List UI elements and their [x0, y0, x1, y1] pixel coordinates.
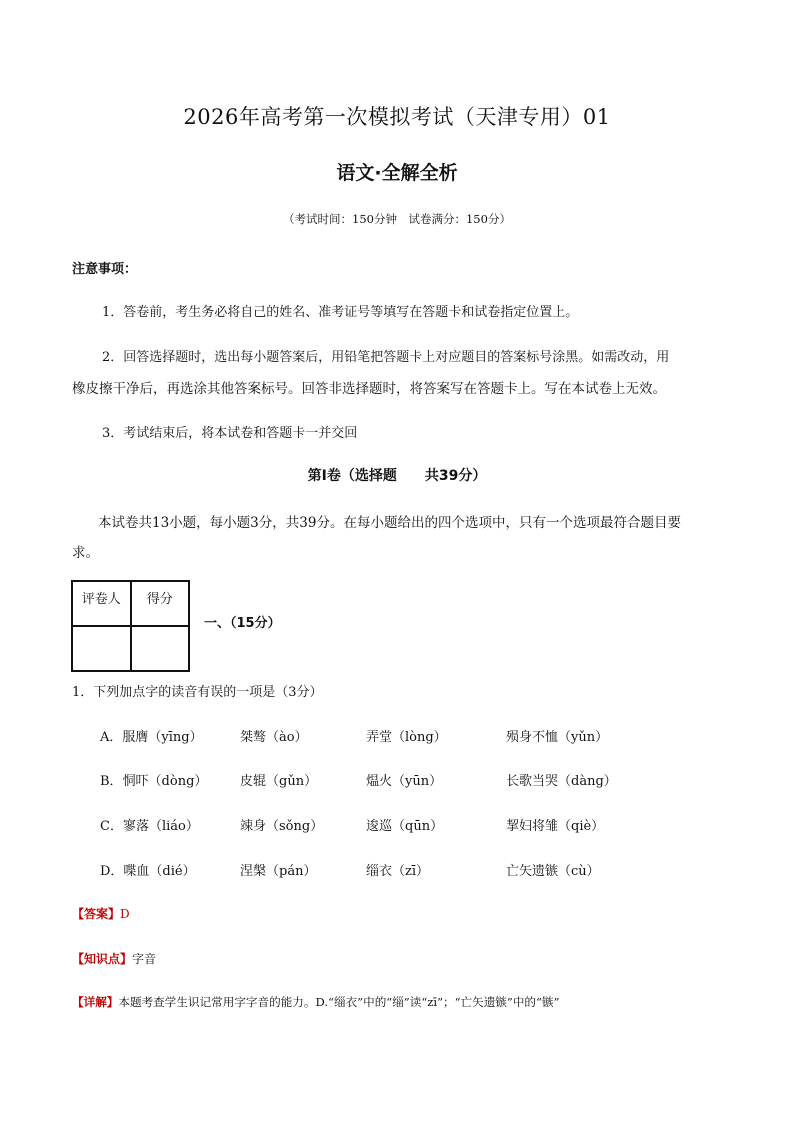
option-c-item: 竦身（sǒng） [240, 819, 324, 834]
exam-info: （考试时间：150分钟 试卷满分：150分） [283, 212, 511, 226]
detail-line [72, 994, 559, 1010]
page-subtitle: 语文·全解全析 [336, 162, 458, 184]
option-b-item: 皮辊（gǔn） [240, 774, 318, 789]
detail-text: 本题考查学生识记常用字字音的能力。D.“缁衣”中的“缁”读“zī”；“亡矢遗镞”中的“镞” [118, 995, 560, 1009]
option-d-item: 亡矢遗镞（cù） [506, 864, 600, 879]
knowledge-value: 字音 [132, 952, 157, 966]
option-c-item: 逡巡（qūn） [366, 819, 444, 834]
option-c-label: C．寥落（liáo） [100, 819, 199, 834]
grader-cell [72, 626, 131, 671]
score-cell [131, 626, 190, 671]
answer-tag: 【答案】 [72, 907, 121, 921]
question-stem: 1．下列加点字的读音有误的一项是（3分） [72, 685, 323, 700]
notice-item-1: 1．答卷前，考生务必将自己的姓名、准考证号等填写在答题卡和试卷指定位置上。 [102, 305, 579, 320]
detail-tag: 【详解】 [72, 995, 119, 1009]
grader-table [71, 580, 190, 672]
knowledge-tag: 【知识点】 [72, 952, 133, 966]
section-intro-cont: 求。 [72, 545, 99, 561]
option-a-label: A．服膺（yīng） [100, 730, 203, 745]
notice-heading: 注意事项： [72, 262, 138, 277]
notice-item-3: 3．考试结束后，将本试卷和答题卡一并交回 [102, 426, 358, 441]
score-header: 得分 [131, 581, 190, 626]
option-a-item: 桀骜（ào） [240, 730, 308, 745]
option-b-item: 长歌当哭（dàng） [506, 774, 617, 789]
knowledge-line [72, 950, 156, 967]
notice-item-2: 2．回答选择题时，选出每小题答案后，用铅笔把答题卡上对应题目的答案标号涂黑。如需改动，用 [102, 350, 670, 365]
option-c-item: 挈妇将雏（qiè） [506, 819, 605, 834]
grader-header: 评卷人 [72, 581, 131, 626]
option-d-label: D．喋血（dié） [100, 864, 196, 879]
notice-item-2-cont: 橡皮擦干净后，再选涂其他答案标号。回答非选择题时，将答案写在答题卡上。写在本试卷上无效。 [72, 381, 666, 397]
option-a-item: 弄堂（lòng） [366, 730, 447, 745]
option-b-label: B．恫吓（dòng） [100, 774, 208, 789]
page-title: 2026年高考第一次模拟考试（天津专用）01 [183, 105, 611, 129]
option-b-item: 煴火（yūn） [366, 774, 443, 789]
section-heading: 第Ⅰ卷（选择题 共39分） [307, 468, 487, 484]
answer-line [72, 905, 130, 922]
option-d-item: 涅槃（pán） [240, 864, 317, 879]
section-intro: 本试卷共13小题，每小题3分，共39分。在每小题给出的四个选项中，只有一个选项最符合题目要 [98, 515, 681, 531]
option-d-item: 缁衣（zī） [366, 864, 430, 879]
answer-value: D [120, 907, 130, 921]
option-a-item: 殒身不恤（yǔn） [506, 730, 609, 745]
part-label: 一、（15分） [204, 616, 281, 631]
